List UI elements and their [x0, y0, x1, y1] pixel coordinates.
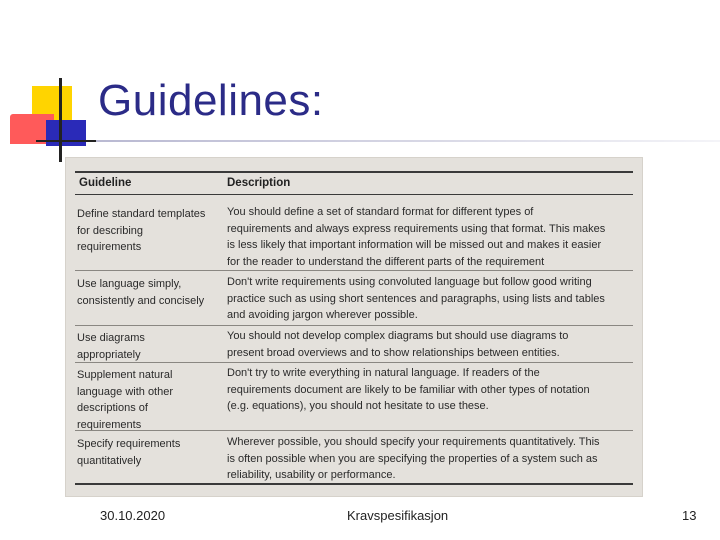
table-header-description: Description	[227, 177, 291, 189]
table-row-3-description: You should not develop complex diagrams but should use diagrams to present broad overviews and to show relationships between entities.	[227, 330, 569, 359]
table-row-3-guideline: Use diagrams appropriately	[77, 332, 145, 361]
slide-title: Guidelines:	[98, 76, 324, 125]
footer-title: Kravspesifikasjon	[347, 508, 449, 523]
title-accent-blue-square	[46, 120, 86, 146]
table-row-2-description: Don't write requirements using convoluted language but follow good writing practice such as using short sentences and paragraphs, using lists and tables and avoiding jargon wherever possible.	[227, 276, 605, 321]
table-bottom-rule	[75, 483, 633, 485]
table-row-separator	[75, 430, 633, 431]
table-row-5-description: Wherever possible, you should specify your requirements quantitatively. This is often possible when you are specifying the properties of a system such as reliability, usability or performance.	[227, 436, 600, 481]
footer-date: 30.10.2020	[100, 508, 166, 523]
title-underline-rule	[96, 140, 720, 142]
table-row-1-guideline: Define standard templates for describing requirements	[77, 208, 206, 253]
table-row-2-guideline: Use language simply, consistently and concisely	[77, 278, 205, 307]
table-row-5-guideline: Specify requirements quantitatively	[77, 438, 181, 467]
title-accent-horizontal-line	[36, 140, 96, 142]
title-accent-vertical-line	[59, 78, 62, 162]
table-row-separator	[75, 362, 633, 363]
guidelines-table-image	[65, 157, 643, 497]
table-row-separator	[75, 270, 633, 271]
table-row-separator	[75, 325, 633, 326]
table-row-4-description: Don't try to write everything in natural language. If readers of the requirements document are likely to be familiar with other types of notation (e.g. equations), you should not hesitate to use these.	[227, 367, 590, 412]
table-header-guideline: Guideline	[79, 177, 132, 189]
table-header-rule	[75, 194, 633, 195]
table-row-1-description: You should define a set of standard format for different types of requirements and always express requirements using that format. This makes is less likely that important information will be missed out and makes it easier for the reader to understand the different parts of the requirement	[227, 206, 606, 268]
page-number: 13	[682, 508, 697, 523]
table-row-4-guideline: Supplement natural language with other descriptions of requirements	[77, 369, 174, 431]
table-top-rule	[75, 171, 633, 173]
